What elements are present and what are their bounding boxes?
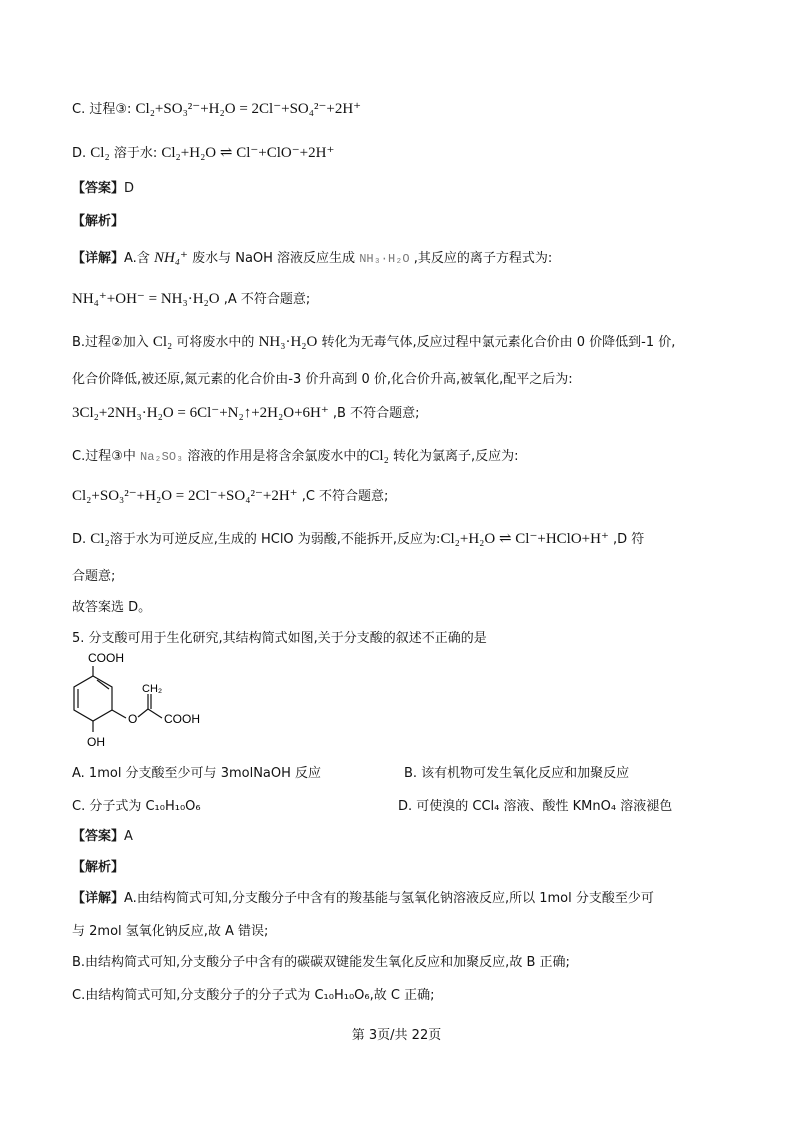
q4-c-text-3: 转化为氯离子,反应为: (392, 449, 519, 464)
q5-answer-label: 【答案】 (72, 829, 125, 844)
struct-oh: OH (87, 735, 105, 749)
option-d-cl2: Cl₂ (90, 145, 110, 161)
q4-b-equation-line (72, 402, 420, 422)
q5-option-a: A. 1mol 分支酸至少可与 3molNaOH 反应 (72, 766, 322, 781)
q4-a-text-1: A.含 (124, 251, 150, 266)
q5-stem: 5. 分支酸可用于生化研究,其结构简式如图,关于分支酸的叙述不正确的是 (72, 631, 487, 646)
q5-c-text: C.由结构简式可知,分支酸分子的分子式为 C₁₀H₁₀O₆,故 C 正确; (72, 988, 435, 1003)
q4-d-cl2: Cl₂ (90, 531, 110, 547)
q4-c-cl2: Cl₂ (369, 448, 389, 464)
option-c-line (72, 98, 361, 118)
q4-b-equation: 3Cl₂+2NH₃·H₂O = 6Cl⁻+N₂↑+2H₂O+6H⁺ (72, 405, 329, 421)
q4-b-cl2: Cl₂ (152, 334, 173, 350)
q4-b-text-2: 可将废水中的 (176, 335, 255, 350)
q4-a-equation: NH₄⁺+OH⁻ = NH₃·H₂O (72, 291, 220, 307)
q4-b-text-3: 转化为无毒气体,反应过程中氯元素化合价由 0 价降低到-1 价, (321, 335, 676, 350)
q4-answer: D (124, 181, 135, 196)
option-d-suffix: 溶于水: (113, 146, 158, 161)
q5-detail-a-line (72, 887, 654, 906)
q5-a-text-1: A.由结构简式可知,分支酸分子中含有的羧基能与氢氧化钠溶液反应,所以 1mol 分支酸至少可 (124, 891, 654, 906)
struct-cooh-side: COOH (164, 712, 200, 726)
q4-a-nh4: NH₄⁺ (153, 250, 188, 266)
option-c-equation: Cl₂+SO₃²⁻+H₂O = 2Cl⁻+SO₄²⁻+2H⁺ (135, 101, 362, 117)
q4-c-na2so3: Na₂SO₃ (140, 450, 184, 464)
struct-ch2: CH₂ (142, 683, 163, 695)
q4-d-equation: Cl₂+H₂O ⇌ Cl⁻+HClO+H⁺ (440, 531, 609, 547)
q4-b-conclusion: ,B 不符合题意; (332, 406, 420, 421)
q4-answer-label: 【答案】 (72, 181, 125, 196)
q5-detail-label: 【详解】 (72, 891, 125, 906)
q4-c-line (72, 445, 518, 465)
q4-a-text-3: ,其反应的离子方程式为: (413, 251, 553, 266)
q4-a-equation-line (72, 288, 310, 308)
q4-c-text-1: C.过程③中 (72, 449, 136, 464)
q4-final: 故答案选 D。 (72, 600, 152, 615)
q4-b-text-1: B.过程②加入 (72, 335, 149, 350)
option-d-equation: Cl₂+H₂O ⇌ Cl⁻+ClO⁻+2H⁺ (161, 145, 335, 161)
option-d-prefix: D. (72, 146, 87, 161)
q5-b-text: B.由结构简式可知,分支酸分子中含有的碳碳双键能发生氧化反应和加聚反应,故 B 正确; (72, 955, 570, 970)
q5-answer: A (124, 829, 133, 844)
q5-option-b: B. 该有机物可发生氧化反应和加聚反应 (404, 766, 630, 781)
q4-c-equation: Cl₂+SO₃²⁻+H₂O = 2Cl⁻+SO₄²⁻+2H⁺ (72, 488, 298, 504)
q5-option-d: D. 可使溴的 CCl₄ 溶液、酸性 KMnO₄ 溶液褪色 (398, 799, 673, 814)
q4-detail-label: 【详解】 (72, 251, 125, 266)
q4-a-nh3h2o: NH₃·H₂O (359, 252, 410, 266)
chorismic-acid-structure (60, 648, 220, 758)
q4-d-text-2: 溶于水为可逆反应,生成的 HClO 为弱酸,不能拆开,反应为: (109, 532, 441, 547)
q4-c-conclusion: ,C 不符合题意; (301, 489, 389, 504)
q4-c-text-2: 溶液的作用是将含余氯废水中的 (187, 449, 370, 464)
q5-option-c: C. 分子式为 C₁₀H₁₀O₆ (72, 799, 201, 814)
option-c-label: C. 过程③: (72, 102, 132, 117)
q4-d-text-1: D. (72, 532, 87, 547)
q5-a-text-2: 与 2mol 氢氧化钠反应,故 A 错误; (72, 924, 269, 939)
q4-b-line-1 (72, 331, 675, 351)
q4-answer-line (72, 177, 134, 196)
q4-c-equation-line (72, 485, 388, 505)
q5-answer-line (72, 825, 133, 844)
q4-d-line-2: 合题意; (72, 569, 116, 584)
q4-detail-a-line (72, 247, 552, 267)
struct-o: O (128, 712, 138, 726)
q4-d-text-3: ,D 符 (613, 532, 645, 547)
option-d-line (72, 142, 334, 162)
q4-b-nh3h2o: NH₃·H₂O (258, 334, 318, 350)
struct-cooh-top: COOH (88, 651, 124, 665)
page-footer: 第 3页/共 22页 (351, 1028, 442, 1043)
q4-a-conclusion: ,A 不符合题意; (223, 292, 311, 307)
q4-b-line-2: 化合价降低,被还原,氮元素的化合价由-3 价升高到 0 价,化合价升高,被氧化,配平之后为: (72, 372, 573, 387)
q4-d-line (72, 528, 644, 548)
q5-analysis-label: 【解析】 (72, 860, 125, 875)
q4-a-text-2: 废水与 NaOH 溶液反应生成 (192, 251, 356, 266)
q4-analysis-label: 【解析】 (72, 214, 125, 229)
